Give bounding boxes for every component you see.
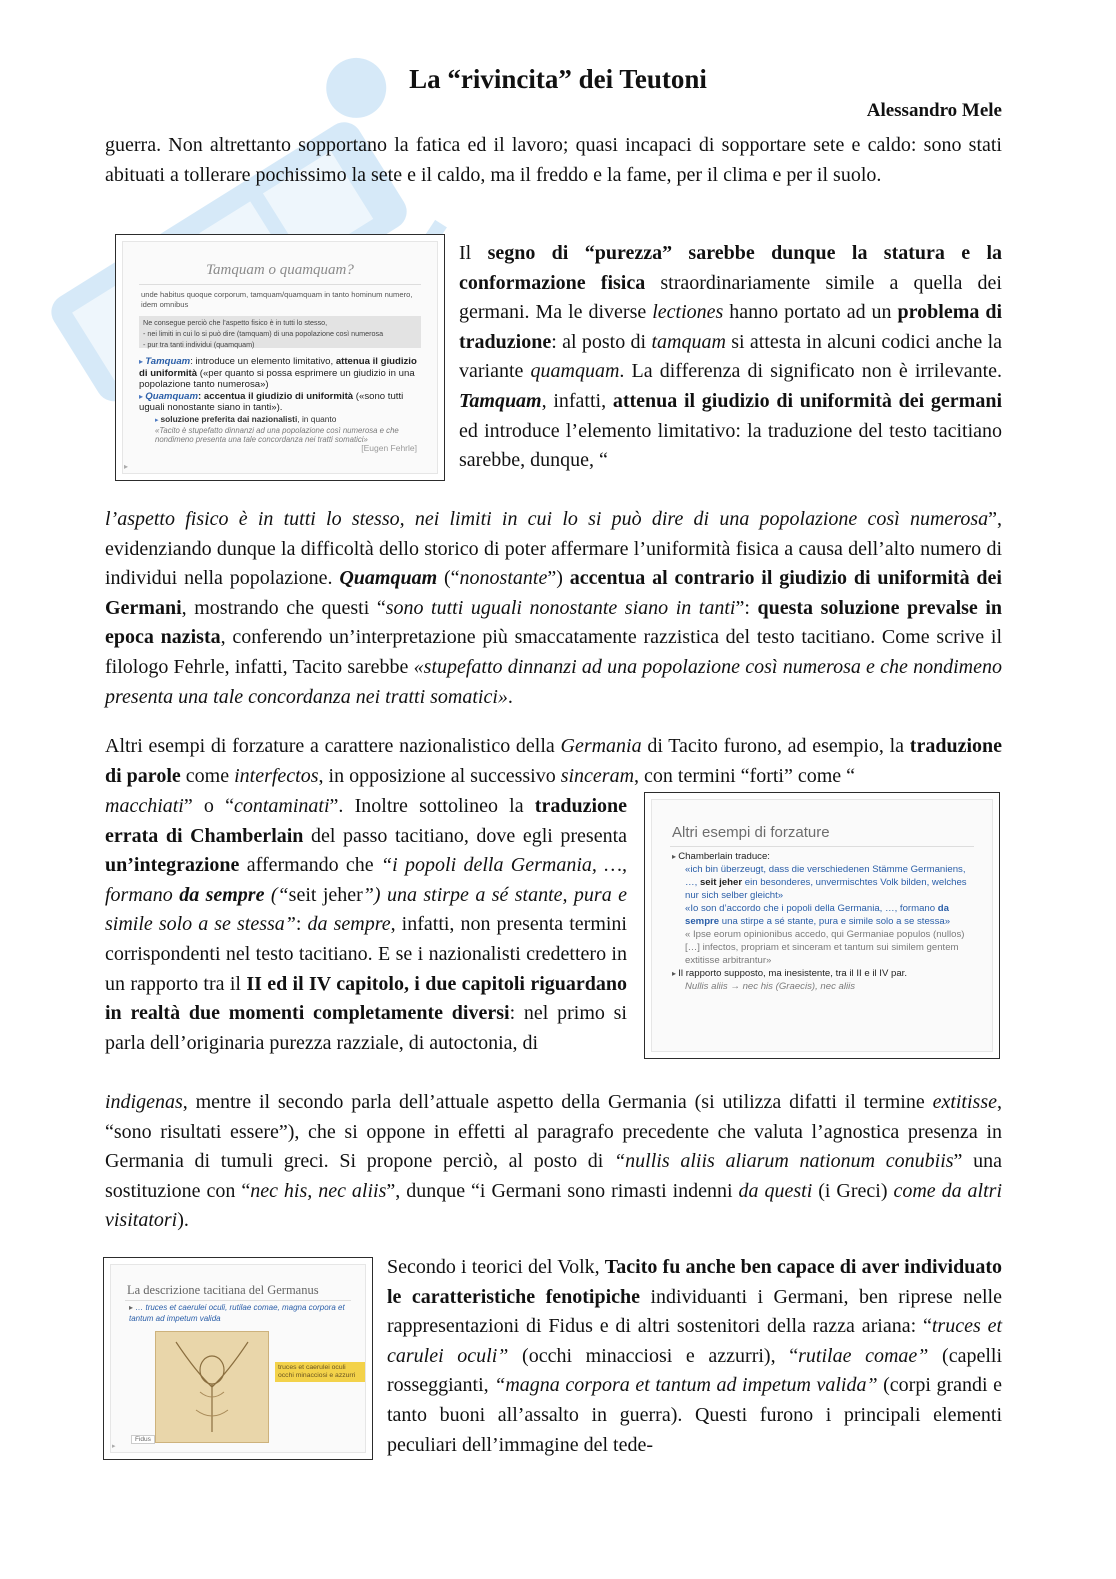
text-span: : al posto di — [551, 330, 652, 353]
text-span: si attesta in alcuni codici anche la variante — [459, 330, 1002, 383]
slide-grey-box — [139, 316, 421, 348]
text-span: (capelli rosseggianti, — [387, 1344, 1002, 1397]
text-span: da sempre — [179, 883, 265, 906]
paragraph-forzature-top — [105, 732, 1002, 791]
text-span: « Ipse eorum opinionibus accedo, qui Germaniae populos (nullos) […] infectos, propriam et sinceram et tantum sui similem gentem extitisse arbitrantur» — [685, 929, 965, 966]
text-span: ”) una stirpe a sé stante, pura e simile solo a se stessa” — [105, 883, 627, 936]
slide-title: La descrizione tacitiana del Germanus — [127, 1283, 319, 1297]
text-span: , infatti, non presenta termini corrispondenti nel testo tacitiano. E se i nazionalisti credettero in un rapporto tra il — [105, 913, 627, 995]
bullet-arrow-icon: ▸ — [129, 1303, 136, 1312]
text-span: una stirpe a sé stante, pura e simile solo a se stessa» — [719, 916, 951, 927]
text-span: rutilae comae” — [798, 1344, 929, 1367]
text-span: , conferendo un’interpretazione più smaccatamente razzistica del testo tacitiano. Come scrive il filologo Fehrle, infatti, Tacito sarebbe — [105, 626, 1002, 678]
text-span: individuanti i Germani, ben riprese nelle rappresentazioni di Fidus e di altri sostenitori della razza ariana: “ — [387, 1285, 1002, 1338]
text-span: come — [180, 764, 235, 787]
document-title: La “rivincita” dei Teutoni — [409, 64, 707, 94]
text-span: questa soluzione prevalse in epoca nazista — [105, 596, 1003, 649]
text-span: affermando che — [239, 854, 381, 877]
text-span: attenua il giudizio di uniformità dei germani — [612, 389, 1003, 412]
slide-title: Altri esempi di forzature — [672, 824, 830, 841]
text-span: II ed il IV capitolo, i due capitoli riguardano in realtà due momenti completamente diversi — [105, 972, 627, 1025]
text-span: (occhi minacciosi e azzurri), “ — [508, 1344, 799, 1367]
text-span: Quamquam — [339, 567, 438, 590]
text-span: traduzione errata di Chamberlain — [105, 795, 627, 847]
slide-body — [672, 850, 972, 993]
text-span: hanno portato ad un — [723, 301, 898, 324]
text-span: seit jeher — [288, 883, 363, 906]
text-span: , “sono risultati essere”), che si oppone in effetti al paragrafo precedente che valuta l’agnostica presenza in Germania di tumuli greci. Si propone perciò, al posto di — [105, 1091, 1002, 1173]
slide-descrizione-germanus — [103, 1257, 373, 1460]
bullet-arrow-icon: ▸ — [672, 969, 679, 978]
text-span: (“ — [264, 883, 289, 906]
slide-latin-text: unde habitus quoque corporum, tamquam/quamquam in tanto hominum numero, idem omnibus — [141, 290, 413, 309]
slide-title: Tamquam o quamquam? — [206, 262, 354, 278]
slide-quote: «Tacito è stupefatto dinnanzi ad una popolazione così numerosa e che nondimeno presenta una tale concordanza nei tratti somatici» — [155, 425, 399, 444]
text-span: («per quanto si possa esprimere un giudizio in una popolazione tanto numerosa») — [139, 367, 415, 390]
text-span: (“ — [437, 567, 460, 590]
text-span: ed introduce l’elemento limitativo: la traduzione del testo tacitiano sarebbe, dunque, “ — [459, 419, 1002, 472]
text-span: Tamquam — [459, 389, 542, 412]
text-span: del passo tacitiano, dove egli presenta — [303, 824, 628, 847]
text-span: ”) — [547, 567, 570, 590]
author-name: Alessandro Mele — [866, 100, 1002, 121]
text-span: da sempre — [685, 903, 949, 927]
text-span: attenua il giudizio di uniformità — [139, 356, 417, 379]
text-span: nonostante — [459, 567, 548, 590]
text-span: Tacito fu anche ben capace di aver individuato le caratteristiche fenotipiche — [387, 1256, 1002, 1308]
text-span: contaminati — [234, 795, 330, 817]
text-span: … truces et caerulei oculi, rutilae comae, magna corpora et tantum ad impetum valida — [129, 1303, 345, 1323]
text-span: Il — [459, 242, 488, 264]
slide-corner-icon: ▸ — [124, 462, 129, 471]
slide-tamquam-quamquam — [115, 234, 445, 481]
text-span: : accentua il giudizio di uniformità — [198, 390, 354, 402]
text-span: segno di “purezza” sarebbe dunque la statura e la conformazione fisica — [459, 242, 1002, 294]
text-span: «ich bin überzeugt, dass die verschiedenen Stämme Germaniens, …, — [685, 864, 966, 888]
slide-box-line: Ne consegue perciò che l’aspetto fisico è in tutti lo stesso, — [143, 318, 328, 327]
slide-footer: Fidus — [131, 1435, 155, 1444]
text-span: , con termini “forti” come “ — [634, 764, 856, 787]
text-span: , infatti, — [541, 389, 613, 412]
text-span: truces et carulei oculi” — [387, 1315, 1003, 1367]
highlight-label: truces et caerulei oculi occhi minacciosi e azzurri — [275, 1362, 365, 1382]
text-span: indigenas — [105, 1091, 183, 1113]
text-span: Il rapporto supposto, ma inesistente, tra il II e il IV par. — [678, 968, 908, 979]
slide-bullet-list — [139, 356, 421, 444]
slide-box-line: - pur tra tanti individui (quamquam) — [143, 340, 255, 349]
text-span: traduzione di parole — [105, 735, 1002, 787]
text-span: l’aspetto fisico è in tutti lo stesso, nei limiti in cui lo si può dire di una popolazione così numerosa — [105, 508, 989, 530]
text-span: , in quanto — [297, 413, 337, 424]
text-span: sinceram — [560, 764, 635, 787]
text-span: («sono tutti uguali nonostante siano in tanti»). — [139, 390, 404, 413]
text-span: sono tutti uguali nonostante siano in tanti — [385, 596, 736, 619]
text-span: ”: — [735, 596, 758, 619]
text-span: ein besonderes, unvermischtes Volk bilden, welches nur sich selber gleicht» — [685, 877, 967, 901]
text-span: come da altri visitatori — [105, 1179, 1002, 1232]
fidus-drawing-image — [155, 1331, 269, 1443]
text-span: macchiati — [105, 795, 184, 817]
bullet-arrow-icon: ▸ — [155, 416, 161, 424]
text-span: “magna corpora et tantum ad impetum valida” — [494, 1374, 878, 1397]
paragraph-forzature-bottom — [105, 1088, 1002, 1236]
text-span: Altri esempi di forzature a carattere nazionalistico della — [105, 735, 561, 757]
text-span: : nel primo si parla dell’originaria purezza razziale, di autoctonia, di — [105, 1002, 627, 1054]
term-tamquam: Tamquam — [145, 356, 191, 367]
text-span: da questi — [738, 1179, 813, 1202]
text-span: quamquam — [530, 360, 620, 383]
text-span: ”, evidenziando dunque la difficoltà dello storico di poter affermare l’uniformità fisica a causa dell’alto numero di individui nella popolazione. — [105, 508, 1002, 590]
text-span: , mentre il secondo parla dell’attuale aspetto della Germania (si utilizza difatti il termine — [182, 1091, 933, 1113]
text-span: Chamberlain traduce: — [678, 851, 770, 862]
text-span: problema di traduzione — [459, 301, 1003, 353]
text-span: soluzione preferita dai nazionalisti — [160, 413, 298, 424]
text-span: straordinariamente simile a quella dei germani. Ma le diverse — [459, 271, 1002, 324]
text-span: extitisse — [932, 1091, 997, 1113]
text-span: , in opposizione al successivo — [318, 764, 561, 787]
text-span: «stupefatto dinnanzi ad una popolazione così numerosa e che nondimeno presenta una tale concordanza nei tratti somatici» — [105, 655, 1002, 708]
text-span: . La differenza di significato non è irrilevante. — [619, 360, 1002, 383]
text-span: un’integrazione — [105, 854, 240, 877]
bullet-arrow-icon: ▸ — [672, 852, 679, 861]
slide-source: [Eugen Fehrle] — [361, 443, 417, 453]
text-span: accentua al contrario il giudizio di uniformità dei Germani — [105, 567, 1002, 619]
text-span: da sempre — [307, 913, 391, 936]
text-span: , mostrando che questi “ — [181, 596, 386, 619]
text-span: ”. Inoltre sottolineo la — [329, 795, 535, 817]
intro-paragraph: guerra. Non altrettanto sopportano la fatica ed il lavoro; quasi incapaci di sopportare sete e caldo: sono stati abituati a tollerare pochissimo la sete e il caldo, ma il freddo e la fame, per il clima e per il suolo. — [105, 134, 1002, 186]
term-quamquam: Quamquam — [145, 390, 199, 402]
text-span: nec his, nec aliis — [250, 1179, 387, 1202]
bullet-arrow-icon: ▸ — [139, 391, 146, 401]
text-span: di Tacito furono, ad esempio, la — [641, 735, 910, 757]
paragraph-tamquam-top — [459, 239, 1002, 476]
slide-body — [129, 1303, 351, 1324]
paragraph-tamquam-bottom — [105, 505, 1002, 712]
paragraph-forzature-middle — [105, 792, 627, 1058]
slide-corner-icon: ▸ — [112, 1443, 116, 1450]
text-span: (i Greci) — [812, 1179, 894, 1202]
text-span: interfectos — [234, 764, 319, 787]
text-span: . — [507, 685, 513, 708]
text-span: «Io son d’accordo che i popoli della Germania, …, formano — [685, 903, 938, 914]
text-span: Nullis aliis → nec his (Graecis), nec aliis — [685, 981, 856, 992]
text-span: ). — [177, 1209, 189, 1232]
text-span: ” o “ — [183, 795, 234, 817]
slide-altri-esempi — [644, 792, 1000, 1059]
slide-box-line: - nei limiti in cui lo si può dire (tamquam) di una popolazione così numerosa — [143, 329, 384, 338]
text-span: : introduce un elemento limitativo, — [190, 356, 336, 367]
text-span: seit jeher — [699, 877, 743, 888]
text-span: Secondo i teorici del Volk, — [387, 1256, 605, 1278]
bullet-arrow-icon: ▸ — [139, 357, 146, 366]
text-span: lectiones — [652, 301, 724, 324]
text-span: (corpi grandi e tanto buoni all’assalto in guerra). Questi furono i principali elementi peculiari dell’immagine del tede- — [387, 1374, 1002, 1456]
text-span: Germania — [560, 735, 642, 757]
text-span: “i popoli della Germania, …, formano — [105, 854, 628, 906]
paragraph-fenotipiche — [387, 1253, 1002, 1460]
text-span: : — [295, 913, 308, 936]
text-span: tamquam — [651, 330, 726, 353]
text-span: ” una sostituzione con “ — [105, 1150, 1002, 1202]
text-span: “nullis aliis aliarum nationum conubiis — [614, 1150, 954, 1173]
text-span: ”, dunque “i Germani sono rimasti indenni — [386, 1179, 739, 1202]
